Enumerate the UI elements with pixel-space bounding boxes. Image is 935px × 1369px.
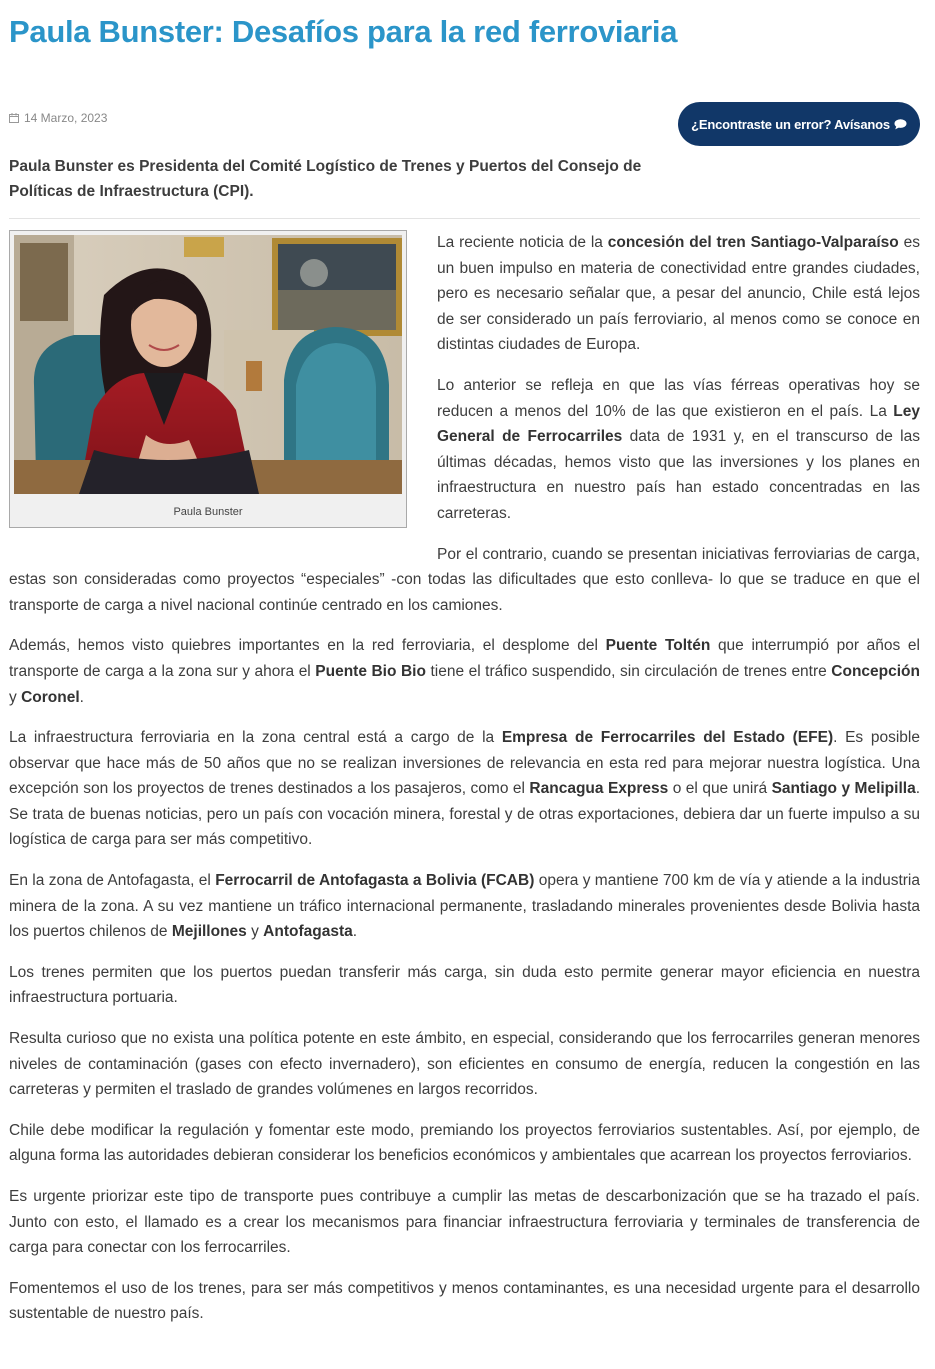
- highlighted-term: Puente Bio Bio: [315, 662, 426, 680]
- paragraph-text: Además, hemos visto quiebres importantes en la red ferroviaria, el desplome del: [9, 637, 606, 655]
- highlighted-term: Rancagua Express: [529, 780, 669, 798]
- paragraph-text: . Es posible observar que hace más de 50 años que no se realizan inversiones de relevancia en esta red para mejorar nuestra logística. Una excepción son los proyectos de trenes destinados a los pasajeros, como el: [9, 729, 920, 798]
- lead-text: Paula Bunster es Presidenta del Comité Logístico de Trenes y Puertos del Consejo de Políticas de Infraestructura (CPI).: [9, 158, 642, 200]
- article-paragraph: [9, 1026, 920, 1103]
- paragraph-text: data de 1931 y, en el transcurso de las últimas décadas, hemos visto que las inversiones y los planes en infraestructura en nuestro país han estado concentradas en las carreteras.: [437, 428, 920, 522]
- paragraph-text: opera y mantiene 700 km de vía y atiende a la industria minera de la zona. A su vez mantiene un tráfico internacional permanente, trasladando minerales provenientes desde Bolivia hasta los puertos chilenos de: [9, 872, 920, 941]
- author-photo-figure: [9, 230, 407, 528]
- paragraph-text: .: [79, 688, 84, 706]
- highlighted-term: Puente Toltén: [605, 637, 711, 655]
- paragraph-text: Es urgente priorizar este tipo de transporte pues contribuye a cumplir las metas de descarbonización que se ha trazado el país. Junto con esto, el llamado es a crear los mecanismos para financiar infraestructura ferroviaria y terminales de transferencia de carga para conectar con los ferrocarriles.: [9, 1188, 920, 1257]
- paragraph-text: Fomentemos el uso de los trenes, para ser más competitivos y menos contaminantes, es una necesidad urgente para el desarrollo sustentable de nuestro país.: [9, 1279, 920, 1323]
- paragraph-text: Resulta curioso que no exista una política potente en este ámbito, en especial, considerando que los ferrocarriles generan menores niveles de contaminación (gases con efecto invernadero), son eficientes en consumo de energía, reducen la congestión en las carreteras y permiten el traslado de grandes volúmenes en largos recorridos.: [9, 1030, 920, 1099]
- highlighted-term: Ferrocarril de Antofagasta a Bolivia (FCAB): [215, 872, 535, 890]
- publish-date: [9, 110, 107, 126]
- highlighted-term: Mejillones: [171, 923, 247, 941]
- publish-date-text: 14 Marzo, 2023: [24, 111, 108, 125]
- highlighted-term: concesión del tren Santiago-Valparaíso: [607, 234, 899, 251]
- article-title: Paula Bunster: Desafíos para la red ferroviaria: [9, 14, 678, 49]
- paragraph-text: Por el contrario, cuando se presentan iniciativas ferroviarias de carga, estas son consideradas como proyectos “especiales” -con todas las dificultades que esto conlleva- lo que se traduce en que el transporte de carga a nivel nacional continúe centrado en los camiones.: [9, 545, 920, 614]
- article-page: [9, 0, 920, 1327]
- highlighted-term: Coronel: [21, 688, 80, 706]
- article-lead: [9, 154, 669, 204]
- paragraph-text: Los trenes permiten que los puertos puedan transferir más carga, sin duda esto permite generar mayor eficiencia en nuestra infraestructura portuaria.: [9, 963, 920, 1007]
- article-paragraph: [9, 633, 920, 710]
- paragraph-text: o el que unirá: [668, 780, 772, 798]
- article-paragraph: [9, 542, 920, 619]
- paragraph-text: que interrumpió por años el transporte de carga a la zona sur y ahora el: [9, 637, 920, 680]
- paragraph-text: tiene el tráfico suspendido, sin circulación de trenes entre: [425, 662, 832, 680]
- paragraph-text: y: [246, 923, 264, 941]
- author-photo: [14, 235, 402, 494]
- article-paragraph: [9, 960, 920, 1011]
- highlighted-term: Empresa de Ferrocarriles del Estado (EFE): [501, 729, 834, 747]
- highlighted-term: Ley General de Ferrocarriles: [437, 402, 920, 446]
- article-paragraph: [9, 725, 920, 853]
- speech-bubble-icon: [894, 119, 907, 130]
- paragraph-text: .: [352, 923, 358, 941]
- paragraph-text: . Se trata de buenas noticias, pero un país con vocación minera, forestal y de otras exportaciones, debiera dar un fuerte impulso a su logística de carga para ser más competitivo.: [9, 780, 921, 849]
- paragraph-text: Chile debe modificar la regulación y fomentar este modo, premiando los proyectos ferroviarios sustentables. Así, por ejemplo, de alguna forma las autoridades debieran considerar los beneficios económicos y ambientales que acarrean los proyectos ferroviarios.: [9, 1121, 920, 1165]
- article-paragraph: [9, 1184, 920, 1261]
- article-paragraph: [9, 1276, 920, 1327]
- paragraph-text: y: [9, 688, 22, 706]
- highlighted-term: Concepción: [831, 662, 920, 680]
- article-paragraph: [9, 868, 920, 945]
- calendar-icon: [9, 113, 19, 123]
- article-meta: [9, 110, 920, 200]
- report-error-label: ¿Encontraste un error? Avísanos: [691, 116, 890, 132]
- paragraph-text: En la zona de Antofagasta, el: [9, 872, 216, 890]
- paragraph-text: es un buen impulso en materia de conectividad entre grandes ciudades, pero es necesario señalar que, a pesar del anuncio, Chile está lejos de ser considerado un país ferroviario, al menos como se conoce en distintas ciudades de Europa.: [437, 234, 920, 354]
- photo-caption: Paula Bunster: [173, 506, 243, 518]
- article-paragraph: [9, 1118, 920, 1169]
- report-error-button[interactable]: [678, 102, 920, 146]
- paragraph-text: La reciente noticia de la: [437, 234, 608, 251]
- highlighted-term: Antofagasta: [263, 923, 353, 941]
- paragraph-text: Lo anterior se refleja en que las vías férreas operativas hoy se reducen a menos del 10% de las que existieron en el país. La: [437, 376, 920, 420]
- article-body: [9, 230, 920, 1327]
- lead-divider: [9, 218, 920, 219]
- highlighted-term: Santiago y Melipilla: [771, 780, 916, 798]
- paragraph-text: La infraestructura ferroviaria en la zona central está a cargo de la: [9, 729, 502, 747]
